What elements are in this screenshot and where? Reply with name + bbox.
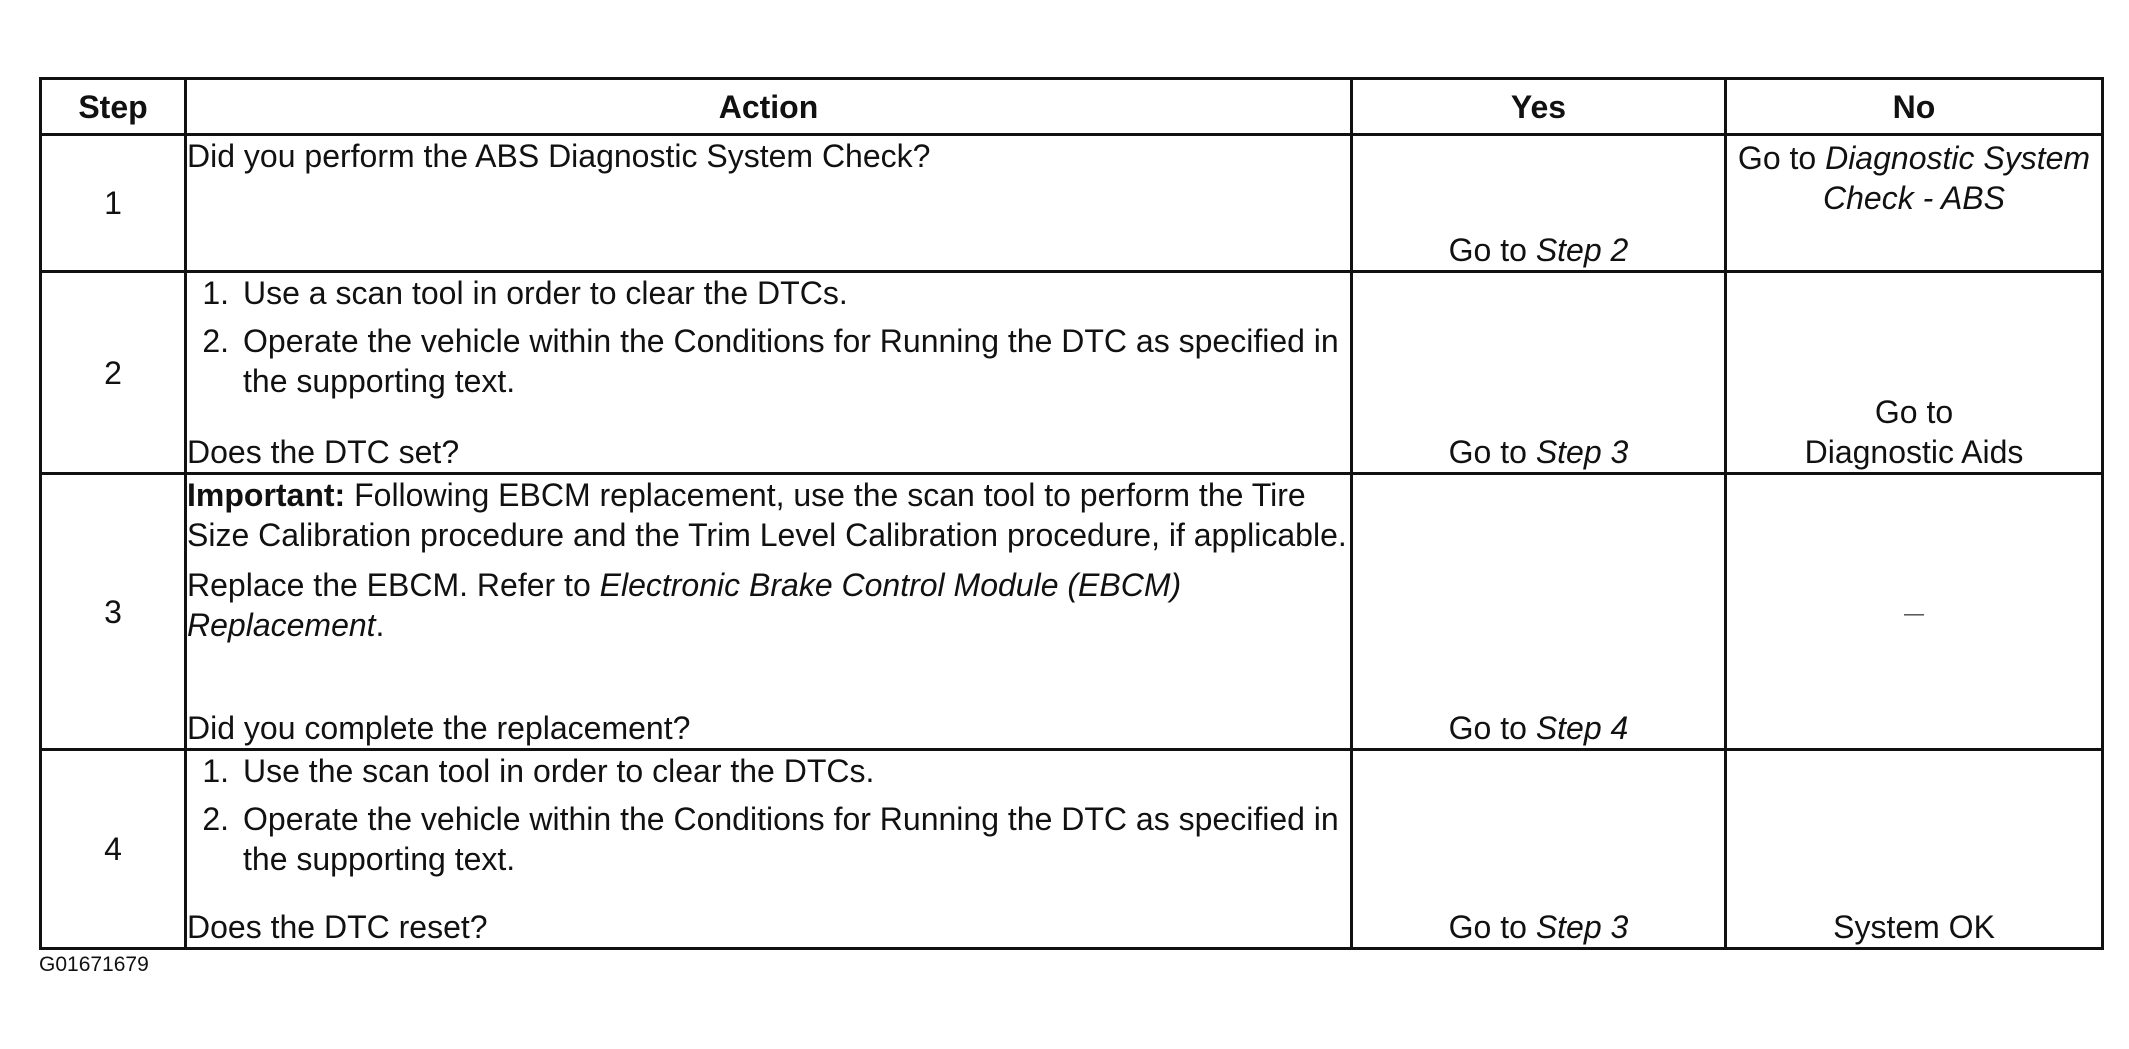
action-steps-list bbox=[187, 273, 1350, 409]
yes-step-link[interactable]: Step 2 bbox=[1535, 232, 1629, 268]
header-yes: Yes bbox=[1352, 79, 1726, 135]
action-question: Does the DTC reset? bbox=[187, 909, 488, 945]
list-item bbox=[187, 751, 1350, 791]
list-item-number: 1. bbox=[202, 753, 229, 789]
replace-instruction bbox=[187, 565, 1350, 645]
important-label: Important: bbox=[187, 477, 346, 513]
diagnostic-table bbox=[39, 77, 2104, 950]
action-cell bbox=[186, 474, 1352, 750]
step-number: 1 bbox=[41, 135, 186, 272]
yes-prefix: Go to bbox=[1448, 909, 1536, 945]
action-question: Did you perform the ABS Diagnostic System Check? bbox=[187, 138, 931, 174]
important-note bbox=[187, 475, 1350, 555]
replacement-procedure-link[interactable]: Electronic Brake Control Module (EBCM) Replacement bbox=[187, 567, 1182, 643]
header-action: Action bbox=[186, 79, 1352, 135]
list-item-text: Operate the vehicle within the Conditions for Running the DTC as specified in the supporting text. bbox=[243, 323, 1339, 399]
no-cell bbox=[1726, 474, 2103, 750]
action-steps-list bbox=[187, 751, 1350, 887]
yes-prefix: Go to bbox=[1448, 434, 1536, 470]
yes-step-link[interactable]: Step 3 bbox=[1535, 909, 1629, 945]
header-no: No bbox=[1726, 79, 2103, 135]
action-cell bbox=[186, 750, 1352, 949]
figure-id: G01671679 bbox=[39, 953, 149, 976]
system-ok-text: System OK bbox=[1833, 909, 1995, 945]
list-item-text: Use the scan tool in order to clear the DTCs. bbox=[243, 753, 875, 789]
no-prefix: Go to bbox=[1737, 140, 1826, 176]
yes-prefix: Go to bbox=[1448, 710, 1536, 746]
list-item-number: 2. bbox=[202, 801, 229, 837]
no-cell bbox=[1726, 272, 2103, 474]
yes-step-link[interactable]: Step 4 bbox=[1535, 710, 1629, 746]
step-number: 3 bbox=[41, 474, 186, 750]
header-row bbox=[41, 79, 2103, 135]
step-number: 2 bbox=[41, 272, 186, 474]
list-item-number: 1. bbox=[202, 275, 229, 311]
list-item-text: Use a scan tool in order to clear the DTCs. bbox=[243, 275, 848, 311]
action-cell bbox=[186, 272, 1352, 474]
action-question: Does the DTC set? bbox=[187, 434, 460, 470]
no-procedure-link[interactable]: Diagnostic Aids bbox=[1804, 434, 2024, 470]
list-item bbox=[187, 273, 1350, 313]
step-number: 4 bbox=[41, 750, 186, 949]
no-cell bbox=[1726, 135, 2103, 272]
table-row bbox=[41, 135, 2103, 272]
yes-prefix: Go to bbox=[1448, 232, 1536, 268]
not-applicable-dash: — bbox=[1904, 603, 1924, 625]
table-row bbox=[41, 750, 2103, 949]
replace-prefix: Replace the EBCM. Refer to bbox=[187, 567, 600, 603]
no-line-1: Go to bbox=[1874, 394, 1954, 430]
important-text: Following EBCM replacement, use the scan tool to perform the Tire Size Calibration procedure and the Trim Level Calibration procedure, if applicable. bbox=[187, 477, 1347, 553]
table-row bbox=[41, 272, 2103, 474]
header-step: Step bbox=[41, 79, 186, 135]
no-procedure-link[interactable]: Diagnostic System Check - ABS bbox=[1823, 140, 2091, 216]
no-cell bbox=[1726, 750, 2103, 949]
action-question: Did you complete the replacement? bbox=[187, 710, 691, 746]
action-cell bbox=[186, 135, 1352, 272]
yes-cell bbox=[1352, 474, 1726, 750]
yes-cell bbox=[1352, 750, 1726, 949]
list-item bbox=[187, 799, 1350, 879]
yes-cell bbox=[1352, 135, 1726, 272]
yes-cell bbox=[1352, 272, 1726, 474]
replace-suffix: . bbox=[375, 607, 385, 643]
list-item-text: Operate the vehicle within the Conditions for Running the DTC as specified in the supporting text. bbox=[243, 801, 1339, 877]
list-item-number: 2. bbox=[202, 323, 229, 359]
list-item bbox=[187, 321, 1350, 401]
yes-step-link[interactable]: Step 3 bbox=[1535, 434, 1629, 470]
table-row bbox=[41, 474, 2103, 750]
